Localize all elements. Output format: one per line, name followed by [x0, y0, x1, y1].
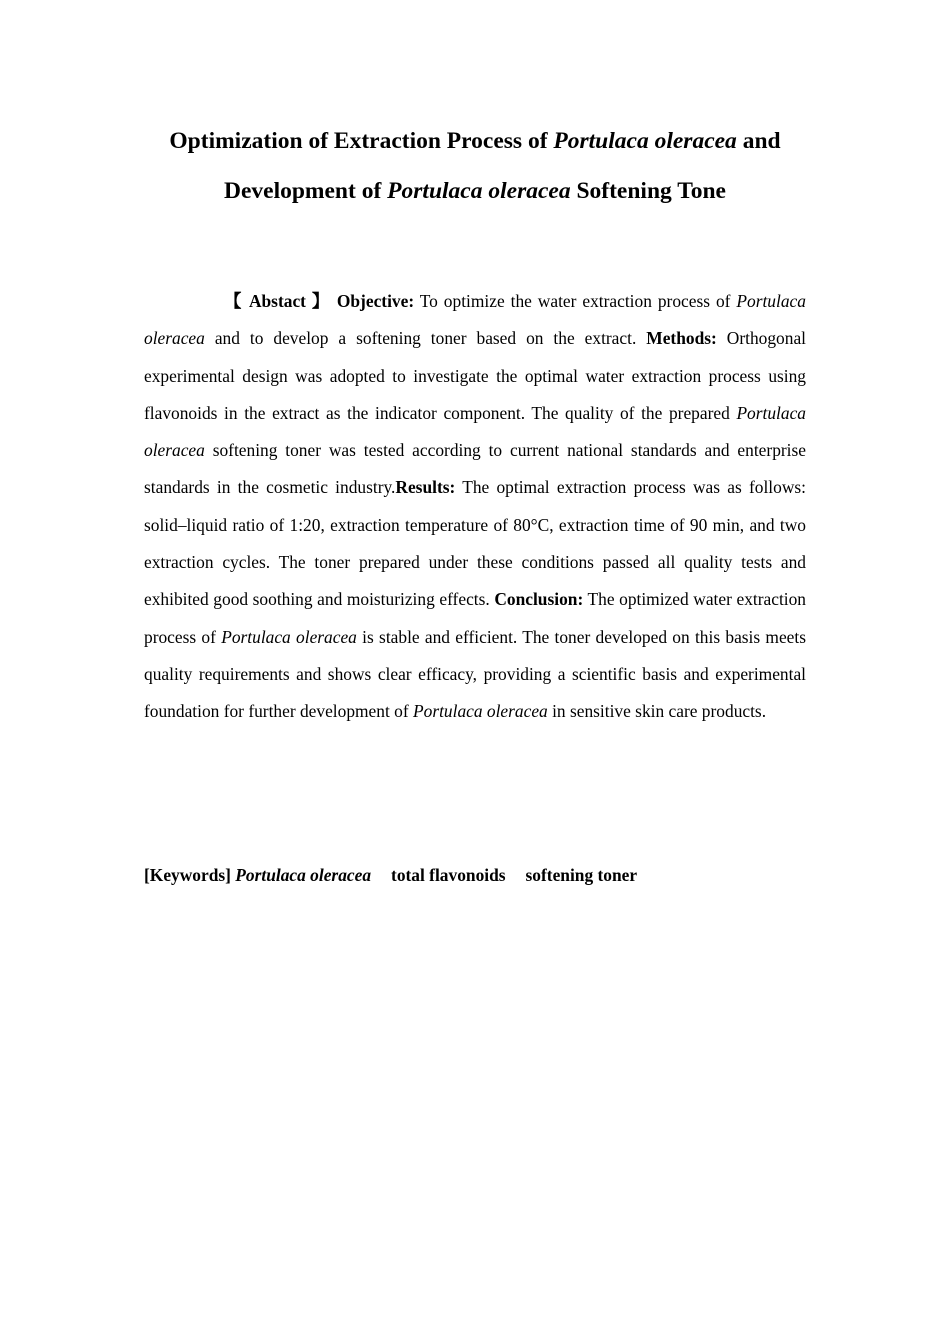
methods-label: Methods: [646, 328, 717, 349]
keyword-item: total flavonoids [391, 865, 506, 885]
conclusion-text-2: is stable and efficient. The toner developed on this basis meets quality requirements and shows clear efficacy, providing a scientific basis and experimental foundation for further development of [144, 626, 806, 722]
results-label: Results: [395, 477, 456, 498]
conclusion-species-1: Portulaca oleracea [221, 626, 357, 647]
keywords-line [144, 862, 637, 888]
title-species-2: Portulaca oleracea [387, 178, 571, 204]
objective-text-1: To optimize the water extraction process of [414, 291, 737, 311]
conclusion-species-2: Portulaca oleracea [413, 701, 548, 722]
abstract-heading: Abstact [248, 291, 306, 311]
conclusion-label: Conclusion: [494, 589, 584, 610]
keyword-item: softening toner [525, 865, 638, 885]
methods-species: Portulaca oleracea [144, 402, 806, 461]
objective-text-2: and to develop a softening toner based on the extract. [204, 328, 647, 349]
methods-text-1: Orthogonal experimental design was adopted to investigate the optimal water extraction process using flavonoids in the extract as the indicator component. The quality of the prepared [144, 328, 806, 423]
abstract-bracket-open: 【 [224, 291, 243, 311]
keywords-label: [Keywords] [144, 865, 231, 885]
title-part-2: and Development of [224, 128, 781, 204]
conclusion-text-1: The optimized water extraction process of [144, 589, 806, 647]
paper-title [150, 116, 800, 216]
title-part-1: Optimization of Extraction Process of [169, 128, 554, 154]
objective-species: Portulaca oleracea [144, 291, 806, 349]
abstract-paragraph [144, 283, 806, 731]
title-part-3: Softening Tone [570, 178, 726, 204]
abstract-bracket-close: 】 [311, 291, 331, 311]
conclusion-text-3: in sensitive skin care products. [547, 701, 767, 722]
results-text: The optimal extraction process was as follows: solid–liquid ratio of 1:20, extraction temperature of 80°C, extraction time of 90 min, and two extraction cycles. The toner prepared under these conditions passed all quality tests and exhibited good soothing and moisturizing effects. [144, 477, 806, 610]
objective-label: Objective: [336, 291, 415, 311]
title-species-1: Portulaca oleracea [553, 128, 737, 154]
keyword-item: Portulaca oleracea [235, 865, 372, 885]
methods-text-2: softening toner was tested according to current national standards and enterprise standards in the cosmetic industry. [144, 440, 806, 498]
